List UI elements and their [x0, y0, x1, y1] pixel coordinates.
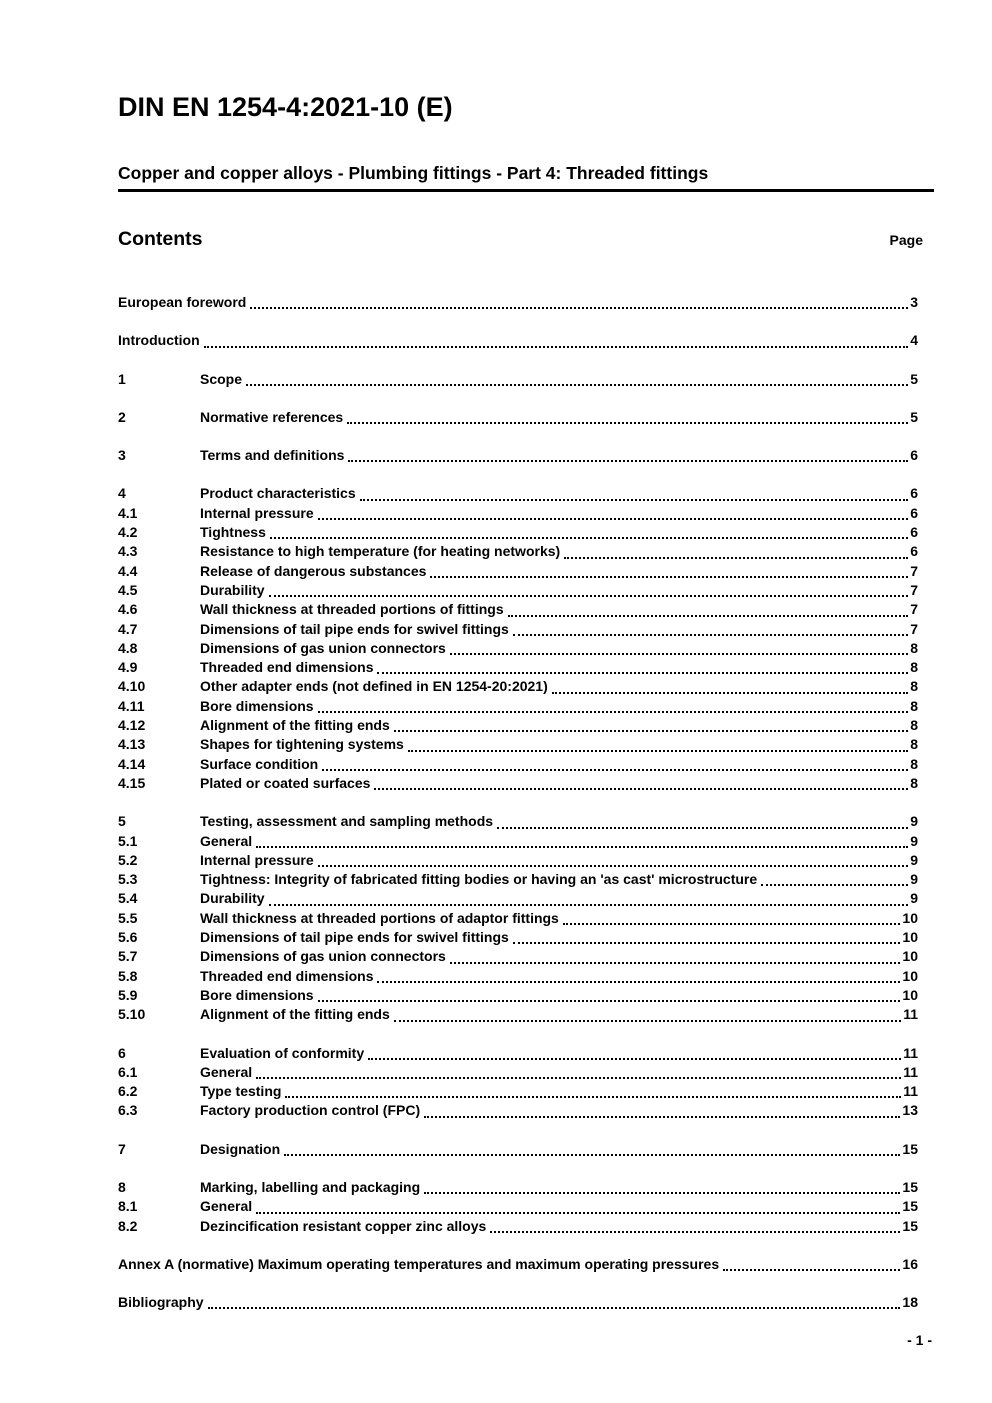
toc-leader-dots [374, 788, 908, 790]
toc-entry [118, 851, 918, 870]
toc-entry-title: Shapes for tightening systems [200, 736, 404, 753]
page-content [118, 0, 934, 1331]
toc-entry [118, 1044, 918, 1063]
toc-leader-dots [430, 576, 908, 578]
toc-entry-number: 3 [118, 447, 126, 464]
toc-leader-dots [450, 962, 901, 964]
toc-entry-page: 6 [910, 543, 918, 560]
toc-entry-number: 4.15 [118, 774, 146, 791]
toc-entry-number: 4.2 [118, 524, 138, 541]
toc-entry [118, 562, 918, 581]
toc-entry-number: 4.12 [118, 717, 146, 734]
toc-entry-title: Tightness: Integrity of fabricated fitting bodies or having an 'as cast' microstructure [200, 871, 758, 888]
toc-leader-dots [394, 1020, 901, 1022]
toc-entry [118, 967, 918, 986]
toc-entry-page: 10 [902, 986, 918, 1003]
page-column-label: Page [889, 232, 923, 248]
toc-entry-title: General [200, 1198, 253, 1215]
toc-entry-title: Terms and definitions [200, 447, 345, 464]
toc-leader-dots [250, 307, 908, 309]
toc-entry-page: 16 [902, 1255, 918, 1272]
toc-entry [118, 523, 918, 542]
toc-entry-title: Product characteristics [200, 485, 356, 502]
toc-entry-title: Scope [200, 370, 243, 387]
toc-entry-page: 9 [910, 890, 918, 907]
toc-leader-dots [318, 518, 909, 520]
toc-entry [118, 870, 918, 889]
document-subtitle: Copper and copper alloys - Plumbing fittings - Part 4: Threaded fittings [118, 163, 709, 183]
toc-entry-title: Factory production control (FPC) [200, 1102, 421, 1119]
toc-group [118, 293, 918, 312]
toc-entry-page: 6 [910, 485, 918, 502]
toc-entry-number: 5.3 [118, 871, 138, 888]
toc-entry-title: Internal pressure [200, 504, 314, 521]
toc-entry-page: 15 [902, 1198, 918, 1215]
toc-leader-dots [318, 1000, 901, 1002]
toc-entry [118, 889, 918, 908]
toc-entry-title: Normative references [200, 408, 344, 425]
toc-entry-title: Threaded end dimensions [200, 659, 374, 676]
toc-entry [118, 928, 918, 947]
toc-entry [118, 408, 918, 427]
toc-entry [118, 716, 918, 735]
toc-entry-number: 4.5 [118, 581, 138, 598]
toc-entry [118, 909, 918, 928]
toc-entry-title: Bore dimensions [200, 986, 314, 1003]
toc-group [118, 1044, 918, 1121]
toc-group [118, 331, 918, 350]
toc-entry-number: 5.4 [118, 890, 138, 907]
toc-leader-dots [256, 1212, 900, 1214]
toc-entry-number: 5.9 [118, 986, 138, 1003]
toc-entry [118, 581, 918, 600]
contents-heading: Contents [118, 228, 203, 250]
toc-entry [118, 1293, 918, 1312]
toc-entry-page: 9 [910, 851, 918, 868]
toc-entry-title: Resistance to high temperature (for heating networks) [200, 543, 561, 560]
toc-entry-page: 7 [910, 562, 918, 579]
toc-entry-number: 5.7 [118, 948, 138, 965]
toc-leader-dots [318, 865, 909, 867]
toc-entry-page: 5 [910, 408, 918, 425]
toc-entry-number: 6.2 [118, 1083, 138, 1100]
toc-entry-title: Surface condition [200, 755, 319, 772]
toc-leader-dots [563, 923, 901, 925]
toc-entry-number: 4.8 [118, 639, 138, 656]
toc-entry-title: Wall thickness at threaded portions of adaptor fittings [200, 909, 559, 926]
toc-entry [118, 1140, 918, 1159]
toc-entry [118, 370, 918, 389]
toc-entry-number: 8 [118, 1178, 126, 1195]
toc-entry [118, 293, 918, 312]
toc-group [118, 446, 918, 465]
toc-entry-number: 4.4 [118, 562, 138, 579]
toc-entry-title: Other adapter ends (not defined in EN 1254-20:2021) [200, 678, 548, 695]
toc-entry [118, 986, 918, 1005]
toc-entry-page: 6 [910, 524, 918, 541]
toc-entry-page: 8 [910, 697, 918, 714]
toc-leader-dots [347, 422, 908, 424]
toc-entry-number: 5.6 [118, 929, 138, 946]
toc-entry [118, 620, 918, 639]
toc-leader-dots [408, 750, 908, 752]
toc-leader-dots [269, 904, 909, 906]
toc-entry-title: Internal pressure [200, 851, 314, 868]
toc-entry-number: 4.11 [118, 697, 145, 714]
toc-entry [118, 639, 918, 658]
toc-entry-number: 8.2 [118, 1217, 138, 1234]
toc-entry-page: 9 [910, 813, 918, 830]
toc-entry-title: General [200, 832, 253, 849]
toc-entry-page: 9 [910, 832, 918, 849]
toc-leader-dots [348, 460, 908, 462]
toc-entry-number: 7 [118, 1140, 126, 1157]
toc-entry-title: Durability [200, 890, 265, 907]
toc-entry-page: 6 [910, 447, 918, 464]
toc-entry [118, 331, 918, 350]
document-title: DIN EN 1254-4:2021-10 (E) [118, 92, 453, 122]
toc-entry-title: Threaded end dimensions [200, 967, 374, 984]
footer-page-number: - 1 - [907, 1332, 932, 1348]
toc-leader-dots [497, 827, 908, 829]
toc-leader-dots [394, 730, 908, 732]
toc-leader-dots [490, 1231, 900, 1233]
toc-entry-number: 4.13 [118, 736, 146, 753]
toc-entry-number: 4.9 [118, 659, 138, 676]
toc-entry-title: Tightness [200, 524, 266, 541]
toc-entry-title: Dimensions of gas union connectors [200, 948, 446, 965]
toc-entry-title: Introduction [118, 332, 200, 349]
toc-entry-number: 5.8 [118, 967, 138, 984]
toc-leader-dots [450, 653, 908, 655]
toc-entry [118, 755, 918, 774]
toc-leader-dots [284, 1154, 900, 1156]
toc-leader-dots [761, 884, 908, 886]
toc-leader-dots [285, 1096, 901, 1098]
toc-entry-title: Marking, labelling and packaging [200, 1178, 421, 1195]
toc-entry-number: 5 [118, 813, 126, 830]
toc-entry-page: 6 [910, 504, 918, 521]
contents-header-row [118, 228, 934, 252]
toc-entry [118, 1255, 918, 1274]
toc-entry-number: 2 [118, 408, 126, 425]
toc-entry-page: 15 [902, 1140, 918, 1157]
toc-entry-title: Dimensions of tail pipe ends for swivel fittings [200, 929, 509, 946]
toc-entry-number: 5.5 [118, 909, 138, 926]
toc-list [118, 293, 934, 1312]
toc-leader-dots [513, 634, 908, 636]
toc-entry-page: 10 [902, 929, 918, 946]
toc-entry [118, 1217, 918, 1236]
toc-entry-page: 15 [902, 1178, 918, 1195]
toc-entry-title: Dimensions of tail pipe ends for swivel fittings [200, 620, 509, 637]
toc-entry-title: Dezincification resistant copper zinc alloys [200, 1217, 487, 1234]
toc-group [118, 1178, 918, 1236]
toc-leader-dots [508, 615, 909, 617]
toc-entry-title: Alignment of the fitting ends [200, 1006, 390, 1023]
toc-entry [118, 1063, 918, 1082]
toc-entry-number: 4.10 [118, 678, 146, 695]
toc-entry [118, 1101, 918, 1120]
toc-leader-dots [246, 384, 908, 386]
toc-entry [118, 774, 918, 793]
toc-leader-dots [204, 346, 909, 348]
toc-leader-dots [723, 1269, 900, 1271]
toc-entry-title: Bore dimensions [200, 697, 314, 714]
toc-entry-page: 11 [903, 1006, 918, 1023]
toc-entry-page: 18 [902, 1294, 918, 1311]
toc-leader-dots [360, 499, 909, 501]
toc-entry-page: 7 [910, 620, 918, 637]
toc-entry-title: Alignment of the fitting ends [200, 717, 390, 734]
toc-entry-page: 7 [910, 581, 918, 598]
toc-entry [118, 677, 918, 696]
toc-entry-page: 8 [910, 755, 918, 772]
toc-entry [118, 1178, 918, 1197]
toc-entry [118, 697, 918, 716]
toc-entry [118, 504, 918, 523]
toc-entry [118, 658, 918, 677]
toc-entry [118, 832, 918, 851]
toc-entry [118, 812, 918, 831]
toc-leader-dots [318, 711, 909, 713]
toc-entry-page: 8 [910, 717, 918, 734]
toc-entry-page: 10 [902, 948, 918, 965]
toc-entry-page: 10 [902, 909, 918, 926]
toc-entry [118, 947, 918, 966]
toc-entry-page: 11 [903, 1083, 918, 1100]
toc-entry-number: 5.2 [118, 851, 138, 868]
toc-group [118, 484, 918, 793]
toc-entry-page: 10 [902, 967, 918, 984]
toc-entry-page: 11 [903, 1063, 918, 1080]
toc-leader-dots [424, 1116, 900, 1118]
toc-entry-number: 5.10 [118, 1006, 146, 1023]
document-subtitle-rule [118, 163, 934, 192]
toc-entry-number: 4 [118, 485, 126, 502]
toc-entry [118, 484, 918, 503]
toc-entry-number: 4.3 [118, 543, 138, 560]
toc-entry-page: 8 [910, 736, 918, 753]
toc-leader-dots [564, 557, 908, 559]
toc-entry-number: 6.3 [118, 1102, 138, 1119]
toc-entry-title: Release of dangerous substances [200, 562, 427, 579]
toc-entry-number: 4.7 [118, 620, 138, 637]
toc-entry [118, 735, 918, 754]
toc-entry-page: 8 [910, 659, 918, 676]
toc-entry-page: 3 [910, 294, 918, 310]
toc-leader-dots [377, 981, 900, 983]
toc-entry-title: Dimensions of gas union connectors [200, 639, 446, 656]
toc-entry-title: Wall thickness at threaded portions of fittings [200, 601, 504, 618]
toc-leader-dots [208, 1307, 901, 1309]
toc-entry-number: 4.1 [118, 504, 138, 521]
toc-entry-page: 7 [910, 601, 918, 618]
toc-entry-number: 8.1 [118, 1198, 138, 1215]
toc-entry-page: 11 [903, 1044, 918, 1061]
toc-entry [118, 1082, 918, 1101]
toc-entry-page: 5 [910, 370, 918, 387]
toc-entry-title: Plated or coated surfaces [200, 774, 371, 791]
toc-entry-title: Bibliography [118, 1294, 204, 1311]
toc-entry-title: European foreword [118, 294, 247, 310]
toc-entry-title: General [200, 1063, 253, 1080]
toc-group [118, 812, 918, 1024]
toc-group [118, 1140, 918, 1159]
toc-entry-number: 6.1 [118, 1063, 138, 1080]
toc-group [118, 370, 918, 389]
toc-entry-page: 9 [910, 871, 918, 888]
toc-leader-dots [269, 595, 909, 597]
toc-entry [118, 542, 918, 561]
toc-entry-number: 5.1 [118, 832, 138, 849]
toc-entry-page: 8 [910, 678, 918, 695]
toc-entry-title: Durability [200, 581, 265, 598]
toc-group [118, 408, 918, 427]
toc-entry-page: 13 [902, 1102, 918, 1119]
toc-leader-dots [256, 846, 908, 848]
toc-entry-title: Annex A (normative) Maximum operating temperatures and maximum operating pressures [118, 1255, 720, 1272]
toc-entry-number: 6 [118, 1044, 126, 1061]
toc-entry [118, 446, 918, 465]
toc-entry-title: Type testing [200, 1083, 282, 1100]
toc-leader-dots [322, 769, 908, 771]
toc-leader-dots [368, 1058, 901, 1060]
toc-entry-number: 4.6 [118, 601, 138, 618]
toc-entry-page: 8 [910, 639, 918, 656]
toc-entry-page: 15 [902, 1217, 918, 1234]
toc-entry [118, 600, 918, 619]
toc-entry-page: 8 [910, 774, 918, 791]
toc-leader-dots [270, 537, 908, 539]
toc-entry [118, 1197, 918, 1216]
toc-leader-dots [377, 672, 908, 674]
toc-entry-page: 4 [910, 332, 918, 349]
toc-entry [118, 1005, 918, 1024]
toc-entry-title: Designation [200, 1140, 281, 1157]
toc-group [118, 1293, 918, 1312]
toc-entry-title: Testing, assessment and sampling methods [200, 813, 494, 830]
toc-entry-number: 1 [118, 370, 126, 387]
toc-entry-title: Evaluation of conformity [200, 1044, 365, 1061]
toc-leader-dots [513, 942, 901, 944]
toc-leader-dots [552, 692, 908, 694]
toc-leader-dots [424, 1192, 900, 1194]
toc-group [118, 1255, 918, 1274]
toc-entry-number: 4.14 [118, 755, 146, 772]
toc-leader-dots [256, 1077, 901, 1079]
